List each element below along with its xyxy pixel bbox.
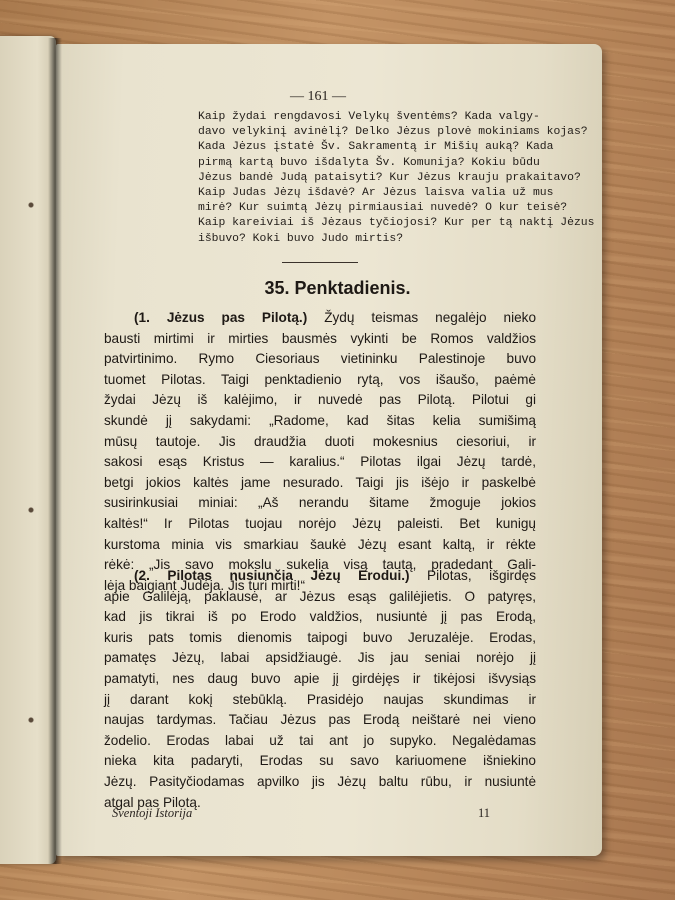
paragraph-1: [104, 308, 536, 596]
lead-continuation: Žydų teismas negalėjo nieko: [307, 310, 537, 325]
paragraph-2: [104, 566, 536, 813]
text-line: bausti mirtimi ir mirties bausmės vykinti be Romos valdžios: [104, 330, 536, 346]
text-line: pamatęs Jėzų, labai apsidžiaugė. Jis jau seniai norėjo jį: [104, 650, 536, 666]
question-line: Kada Jėzus įstatė Šv. Sakramentą ir Mišių auką? Kada: [198, 141, 554, 154]
text-line: apie Galilėją, paklausė, ar Jėzus esąs galilėjietis. O patyręs,: [104, 588, 536, 604]
text-line: rėkė: „Jis savo mokslu sukelia visą tautą, pradedant Gali-: [104, 557, 536, 573]
stitch-hole-icon: [26, 715, 36, 725]
page-number: — 161 —: [290, 89, 346, 104]
question-line: mirė? Kur suimtą Jėzų pirmiausiai nuvedė? O kur teisė?: [198, 202, 568, 215]
text-line: tuomet Pilotas. Taigi penktadienio rytą, vos išaušo, paėmė: [104, 371, 536, 387]
text-line: Jėzų. Pasityčiodamas apvilko jis Jėzų baltu rūbu, ir nusiuntė: [104, 773, 536, 789]
text-line: patvirtinimo. Rymo Ciesoriaus vietininku Palestinoje buvo: [104, 351, 536, 367]
heading-rule: [282, 262, 358, 263]
text-line: mūsų tautoje. Jis draudžia duoti mokesnius ciesoriui, ir: [104, 433, 536, 449]
text-line: [104, 308, 536, 329]
text-line: žydai Jėzų iš kalėjimo, ir nuvedė pas Pilotą. Pilotui gi: [104, 392, 536, 408]
question-line: išbuvo? Koki buvo Judo mirtis?: [198, 232, 404, 245]
text-line: skundė jį sakydami: „Radome, kad šitas kelia sumišimą: [104, 412, 536, 428]
text-line: betgi jokios kaltės jame nesurado. Taigi jis išėjo ir paskelbė: [104, 474, 536, 490]
text-line: kuris pats tomis dienomis taipogi buvo Jeruzalėje. Erodas,: [104, 629, 536, 645]
section-lead: (2. Pilotas nusiunčia Jėzų Erodui.): [134, 568, 410, 583]
text-line: nieka kita padaryti, Erodas su savo kariuomene išniekino: [104, 753, 536, 769]
question-line: Jėzus bandė Judą pataisyti? Kur Jėzus krauju prakaitavo?: [198, 171, 581, 184]
chapter-heading: 35. Penktadienis.: [264, 278, 411, 298]
stitch-hole-icon: [26, 200, 36, 210]
text-line: naujas tardymas. Tačiau Jėzus pas Erodą neištarė nei vieno: [104, 712, 536, 728]
text-line: kurstoma minia vis smarkiau šaukė Jėzų esant kaltą, ir rėkte: [104, 536, 536, 552]
section-lead: (1. Jėzus pas Pilotą.): [134, 310, 308, 325]
text-line: pamatyti, nes daug buvo apie jį girdėjęs ir tikėjosi išvysiąs: [104, 670, 536, 686]
question-line: davo velykinį avinėlį? Delko Jėzus plovė mokiniams kojas?: [198, 126, 588, 139]
lead-continuation: Pilotas, išgirdęs: [409, 568, 536, 583]
stitch-hole-icon: [26, 505, 36, 515]
text-line: kaltės!“ Ir Pilotas tuojau norėjo Jėzų paleisti. Bet kunigų: [104, 515, 536, 531]
text-line: kad jis tikrai iš po Erodo valdžios, nusiuntė jį pas Erodą,: [104, 609, 536, 625]
review-questions: [198, 110, 595, 247]
text-line: susirinkusiai miniai: „Aš nerandu šitame žmoguje jokios: [104, 495, 536, 511]
signature-number: 11: [478, 806, 491, 820]
text-line: sakosi esąs Kristus — karalius.“ Pilotas ilgai Jėzų tardė,: [104, 454, 536, 470]
text-line: jį darant kokį stebūklą. Prasidėjo naujas skundimas ir: [104, 691, 536, 707]
question-line: pirmą kartą buvo išdalyta Šv. Komunija? Kokiu būdu: [198, 156, 540, 169]
question-line: Kaip Judas Jėzų išdavė? Ar Jėzus laisva valia už mus: [198, 187, 554, 200]
text-line: atgal pas Pilotą.: [104, 794, 201, 810]
question-line: Kaip kareiviai iš Jėzaus tyčiojosi? Kur per tą naktį Jėzus: [198, 217, 595, 230]
text-line: [104, 566, 536, 587]
question-line: Kaip žydai rengdavosi Velykų šventėms? Kada valgy-: [198, 111, 540, 123]
spine-shadow: [48, 38, 62, 864]
text-line: žodelio. Erodas labai už tai ant jo supyko. Negalėdamas: [104, 732, 536, 748]
text-line: lėja baigiant Judėja. Jis turi mirti!“: [104, 577, 305, 593]
book-title-footer: Šventoji Istorija: [112, 806, 193, 820]
